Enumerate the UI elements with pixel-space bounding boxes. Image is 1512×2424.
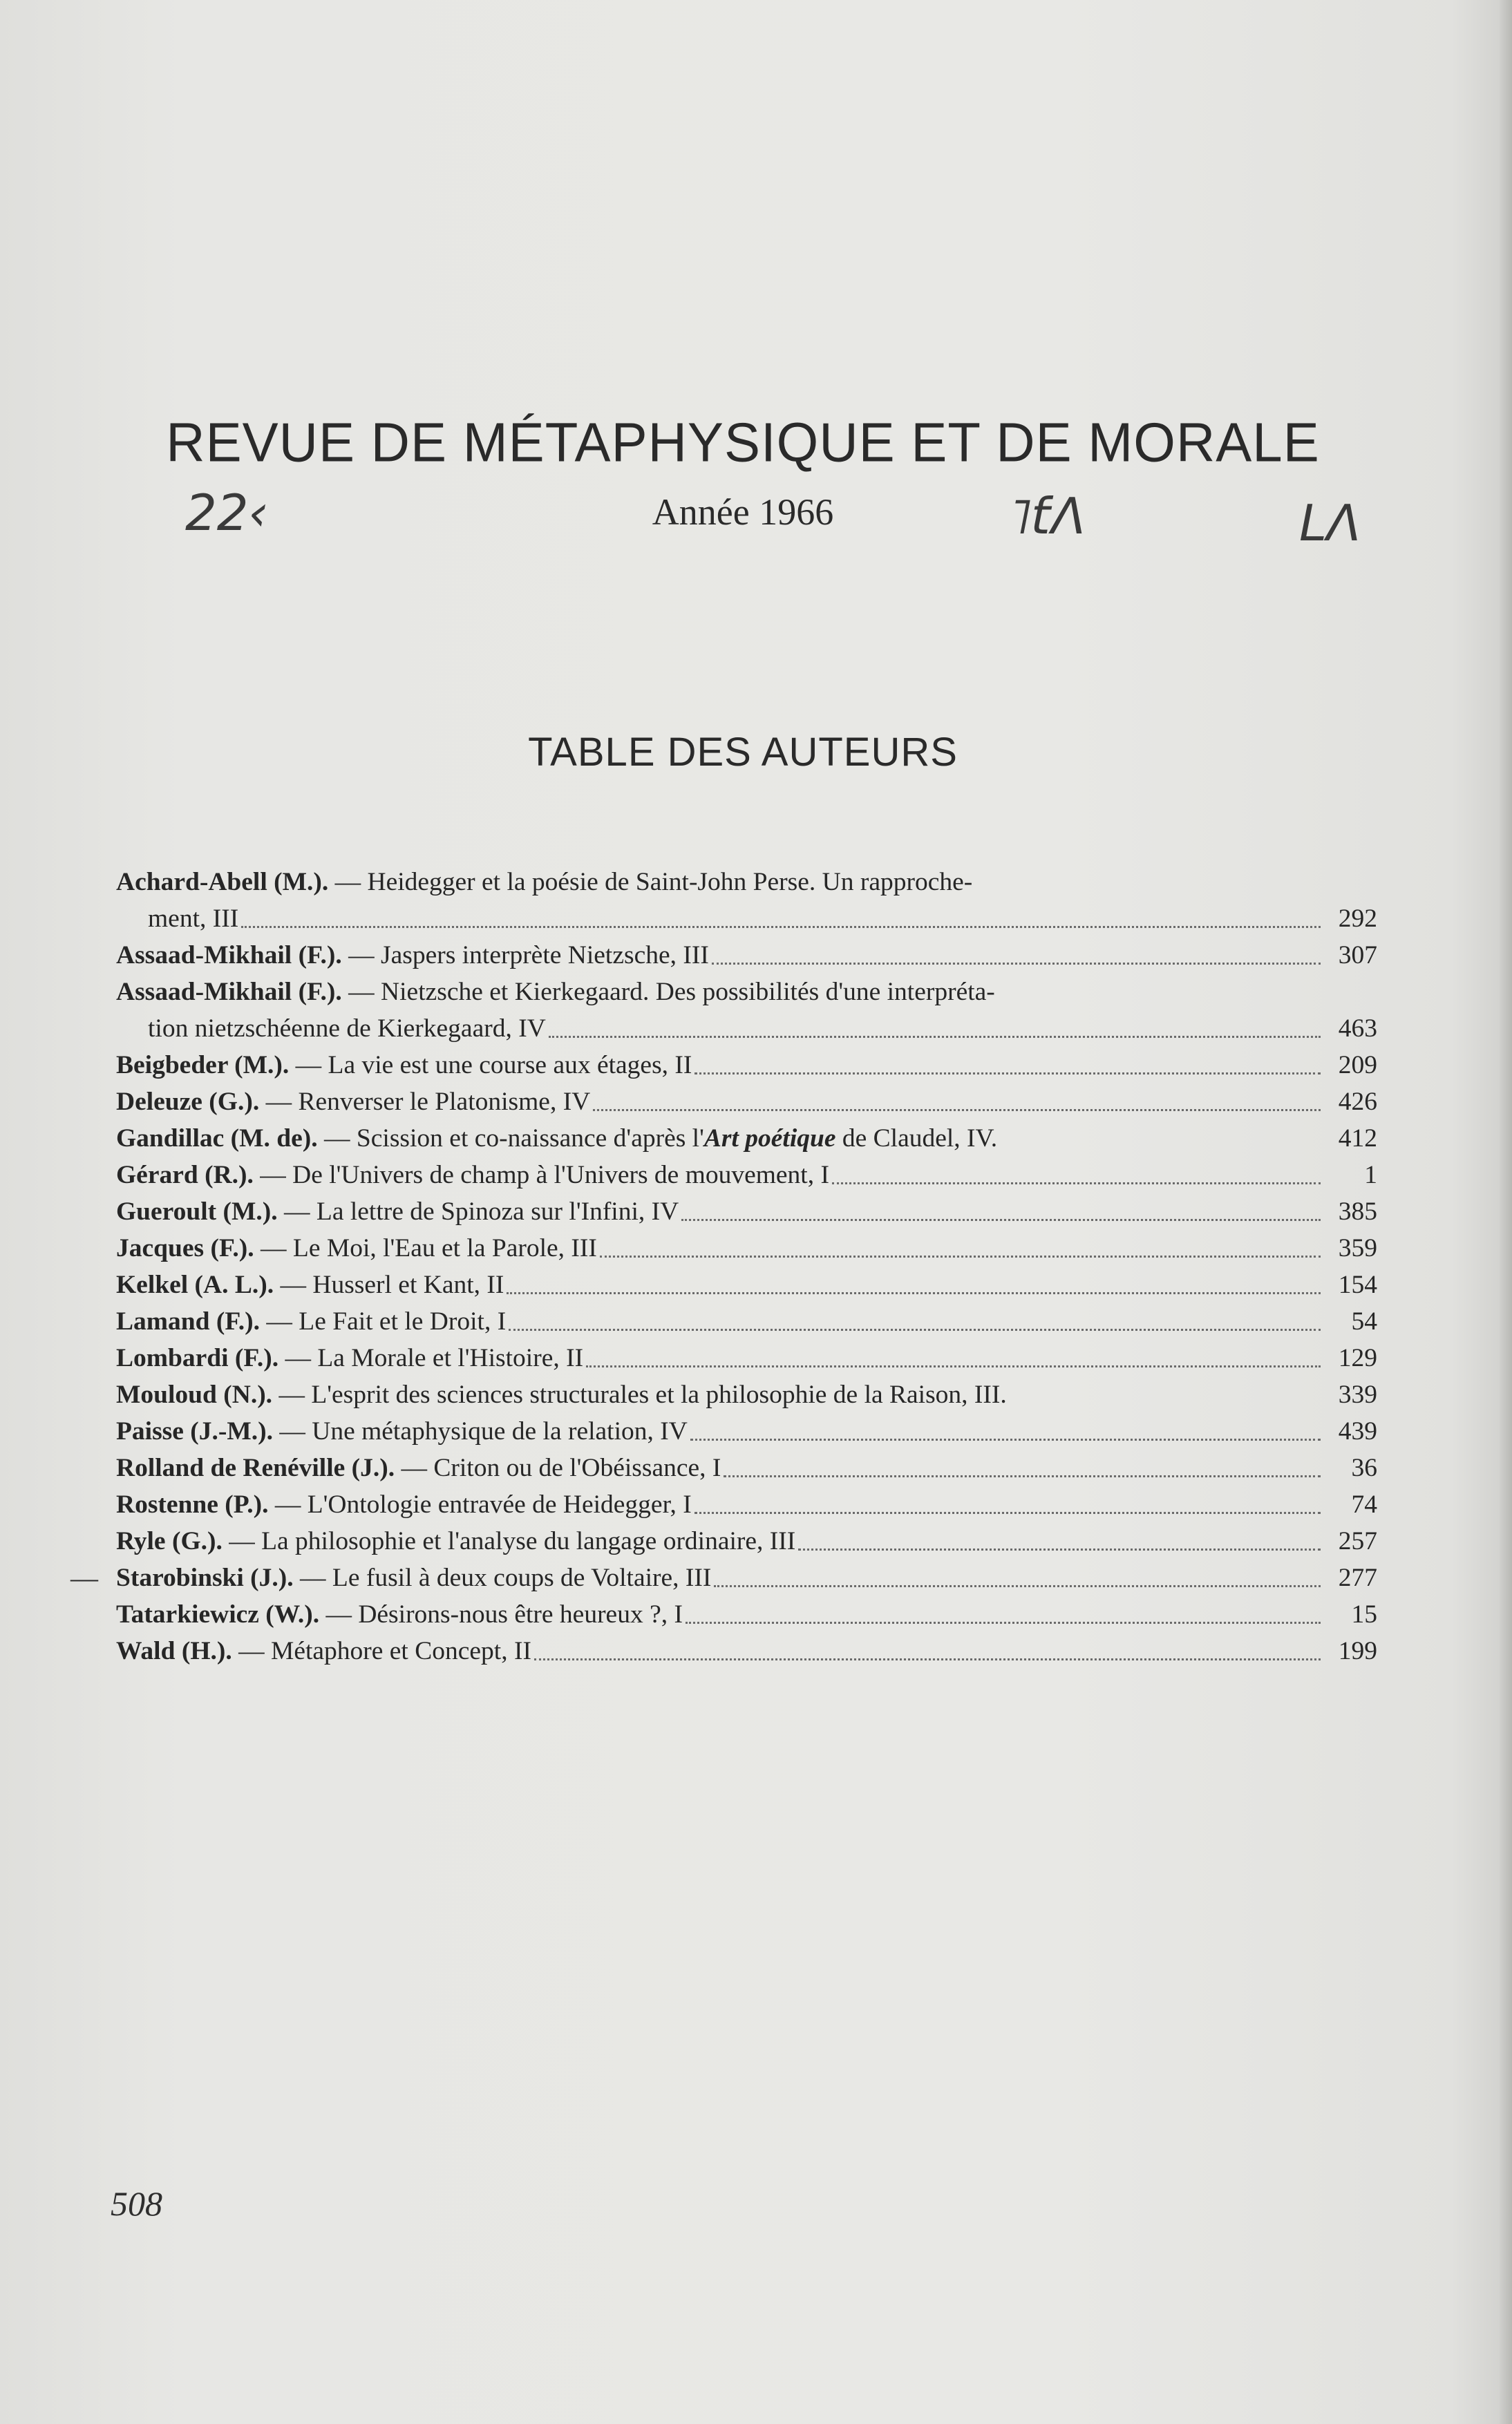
- entry-title: Le Fait et le Droit, I: [299, 1307, 507, 1336]
- leader-dots: [600, 1256, 1321, 1258]
- entry-title: Husserl et Kant, II: [312, 1271, 504, 1299]
- author-index: [70, 864, 1377, 1669]
- margin-dash-mark: —: [70, 1562, 98, 1593]
- entry-title: L'Ontologie entravée de Heidegger, I: [307, 1490, 692, 1519]
- entry-title-cont: tion nietzschéenne de Kierkegaard, IV: [148, 1014, 546, 1043]
- index-entry: Rostenne (P.). — L'Ontologie entravée de Heidegger, I 74: [116, 1486, 1377, 1523]
- entry-author: Lamand (F.).: [116, 1307, 261, 1336]
- index-entry: Paisse (J.-M.). — Une métaphysique de la relation, IV 439: [116, 1413, 1377, 1450]
- index-entry: Deleuze (G.). — Renverser le Platonisme, IV 426: [116, 1083, 1377, 1120]
- entry-title: Le Moi, l'Eau et la Parole, III: [292, 1234, 597, 1262]
- year-label: Année 1966: [652, 491, 834, 533]
- entry-page: 54: [1351, 1307, 1377, 1336]
- entry-title: Désirons-nous être heureux ?, I: [358, 1600, 683, 1629]
- entry-page: 209: [1338, 1051, 1377, 1079]
- handwritten-note-left: 22‹: [185, 484, 269, 542]
- entry-page: 277: [1338, 1564, 1377, 1592]
- entry-author: Paisse (J.-M.).: [116, 1417, 274, 1446]
- entry-page: 463: [1338, 1014, 1377, 1043]
- entry-author: Kelkel (A. L.).: [116, 1271, 274, 1299]
- leader-dots: [509, 1329, 1321, 1331]
- index-entry: Lombardi (F.). — La Morale et l'Histoire, II 129: [116, 1340, 1377, 1376]
- index-entry: Gérard (R.). — De l'Univers de champ à l'Univers de mouvement, I 1: [116, 1157, 1377, 1193]
- entry-page: 199: [1338, 1637, 1377, 1665]
- index-entry: Achard-Abell (M.). — Heidegger et la poésie de Saint-John Perse. Un rapproche- ment, III 292: [116, 864, 1377, 937]
- index-entry: Assaad-Mikhail (F.). — Nietzsche et Kierkegaard. Des possibilités d'une interpréta- tion nietzschéenne de Kierkegaard, IV 463: [116, 974, 1377, 1047]
- leader-dots: [832, 1182, 1321, 1184]
- entry-author: Tatarkiewicz (W.).: [116, 1600, 320, 1629]
- entry-title: L'esprit des sciences structurales et la philosophie de la Raison, III.: [311, 1381, 1007, 1409]
- entry-author: Rolland de Renéville (J.).: [116, 1454, 395, 1482]
- leader-dots: [694, 1072, 1321, 1074]
- entry-page: 129: [1338, 1344, 1377, 1372]
- entry-title: Jaspers interprète Nietzsche, III: [381, 941, 709, 969]
- entry-title-italic: Art poétique: [703, 1124, 836, 1153]
- leader-dots: [714, 1585, 1321, 1587]
- entry-title-cont: ment, III: [148, 905, 239, 933]
- index-entry: Gueroult (M.). — La lettre de Spinoza sur l'Infini, IV 385: [116, 1193, 1377, 1230]
- entry-author: Gandillac (M. de).: [116, 1124, 318, 1153]
- leader-dots: [549, 1036, 1321, 1038]
- leader-dots: [694, 1512, 1321, 1514]
- entry-author: Wald (H.).: [116, 1637, 232, 1665]
- index-entry: Beigbeder (M.). — La vie est une course aux étages, II 209: [116, 1047, 1377, 1083]
- entry-title: Criton ou de l'Obéissance, I: [433, 1454, 721, 1482]
- entry-page: 426: [1338, 1088, 1377, 1116]
- entry-author: Assaad-Mikhail (F.).: [116, 978, 342, 1006]
- entry-author: Mouloud (N.).: [116, 1381, 273, 1409]
- entry-title: Une métaphysique de la relation, IV: [312, 1417, 688, 1446]
- entry-page: 36: [1351, 1454, 1377, 1482]
- entry-page: 339: [1338, 1381, 1377, 1409]
- entry-author: Gueroult (M.).: [116, 1197, 278, 1226]
- entry-page: 257: [1338, 1527, 1377, 1555]
- entry-author: Gérard (R.).: [116, 1161, 254, 1189]
- handwritten-note-right-2: LΛ: [1299, 494, 1361, 552]
- index-entry: Kelkel (A. L.). — Husserl et Kant, II 154: [116, 1267, 1377, 1303]
- entry-author: Jacques (F.).: [116, 1234, 254, 1262]
- entry-author: Rostenne (P.).: [116, 1490, 269, 1519]
- page-folio: 508: [111, 2184, 162, 2223]
- index-entry: Tatarkiewicz (W.). — Désirons-nous être heureux ?, I 15: [116, 1596, 1377, 1633]
- entry-title: La philosophie et l'analyse du langage ordinaire, III: [261, 1527, 796, 1555]
- index-entry: Assaad-Mikhail (F.). — Jaspers interprète Nietzsche, III 307: [116, 937, 1377, 974]
- entry-title: La Morale et l'Histoire, II: [317, 1344, 584, 1372]
- entry-author: Lombardi (F.).: [116, 1344, 279, 1372]
- leader-dots: [798, 1549, 1321, 1551]
- entry-title: Scission et co-naissance d'après l'Art poétique de Claudel, IV.: [356, 1124, 998, 1153]
- entry-title: La lettre de Spinoza sur l'Infini, IV: [316, 1197, 679, 1226]
- entry-page: 292: [1338, 905, 1377, 933]
- entry-title: Le fusil à deux coups de Voltaire, III: [332, 1564, 712, 1592]
- leader-dots: [241, 926, 1321, 928]
- entry-page: 307: [1338, 941, 1377, 969]
- index-entry: Lamand (F.). — Le Fait et le Droit, I 54: [116, 1303, 1377, 1340]
- index-entry: Jacques (F.). — Le Moi, l'Eau et la Parole, III 359: [116, 1230, 1377, 1267]
- entry-author: Ryle (G.).: [116, 1527, 223, 1555]
- entry-page: 15: [1351, 1600, 1377, 1629]
- entry-page: 359: [1338, 1234, 1377, 1262]
- entry-page: 1: [1364, 1161, 1377, 1189]
- leader-dots: [507, 1292, 1321, 1294]
- entry-page: 74: [1351, 1490, 1377, 1519]
- leader-dots: [534, 1658, 1321, 1660]
- index-entry: Gandillac (M. de). — Scission et co-naissance d'après l'Art poétique de Claudel, IV. 412: [116, 1120, 1377, 1157]
- entry-title: De l'Univers de champ à l'Univers de mouvement, I: [292, 1161, 829, 1189]
- entry-title: Nietzsche et Kierkegaard. Des possibilités d'une interpréta-: [381, 978, 995, 1006]
- leader-dots: [686, 1622, 1321, 1624]
- entry-author: Beigbeder (M.).: [116, 1051, 290, 1079]
- index-entry: Mouloud (N.). — L'esprit des sciences structurales et la philosophie de la Raison, III. 339: [116, 1376, 1377, 1413]
- index-entry: Rolland de Renéville (J.). — Criton ou de l'Obéissance, I 36: [116, 1450, 1377, 1486]
- entry-author: Achard-Abell (M.).: [116, 868, 329, 896]
- entry-page: 412: [1338, 1124, 1377, 1153]
- section-title: TABLE DES AUTEURS: [528, 730, 958, 775]
- entry-author: Assaad-Mikhail (F.).: [116, 941, 342, 969]
- leader-dots: [681, 1219, 1321, 1221]
- entry-page: 385: [1338, 1197, 1377, 1226]
- index-entry: Ryle (G.). — La philosophie et l'analyse du langage ordinaire, III 257: [116, 1523, 1377, 1560]
- index-entry: Wald (H.). — Métaphore et Concept, II 199: [116, 1633, 1377, 1669]
- entry-page: 154: [1338, 1271, 1377, 1299]
- handwritten-note-right-1: ˥ƭΛ: [1008, 487, 1086, 545]
- entry-title: Heidegger et la poésie de Saint-John Perse. Un rapproche-: [367, 868, 973, 896]
- index-entry: — Starobinski (J.). — Le fusil à deux coups de Voltaire, III 277: [116, 1560, 1377, 1596]
- leader-dots: [690, 1439, 1321, 1441]
- entry-page: 439: [1338, 1417, 1377, 1446]
- entry-title: La vie est une course aux étages, II: [328, 1051, 692, 1079]
- leader-dots: [724, 1475, 1321, 1477]
- book-spine-edge: [1500, 0, 1512, 2424]
- entry-title: Métaphore et Concept, II: [270, 1637, 531, 1665]
- entry-title: Renverser le Platonisme, IV: [298, 1088, 591, 1116]
- leader-dots: [586, 1365, 1321, 1367]
- entry-author: Deleuze (G.).: [116, 1088, 260, 1116]
- entry-author: Starobinski (J.).: [116, 1564, 294, 1592]
- leader-dots: [712, 963, 1321, 965]
- leader-dots: [593, 1109, 1321, 1111]
- journal-title: REVUE DE MÉTAPHYSIQUE ET DE MORALE: [166, 411, 1320, 473]
